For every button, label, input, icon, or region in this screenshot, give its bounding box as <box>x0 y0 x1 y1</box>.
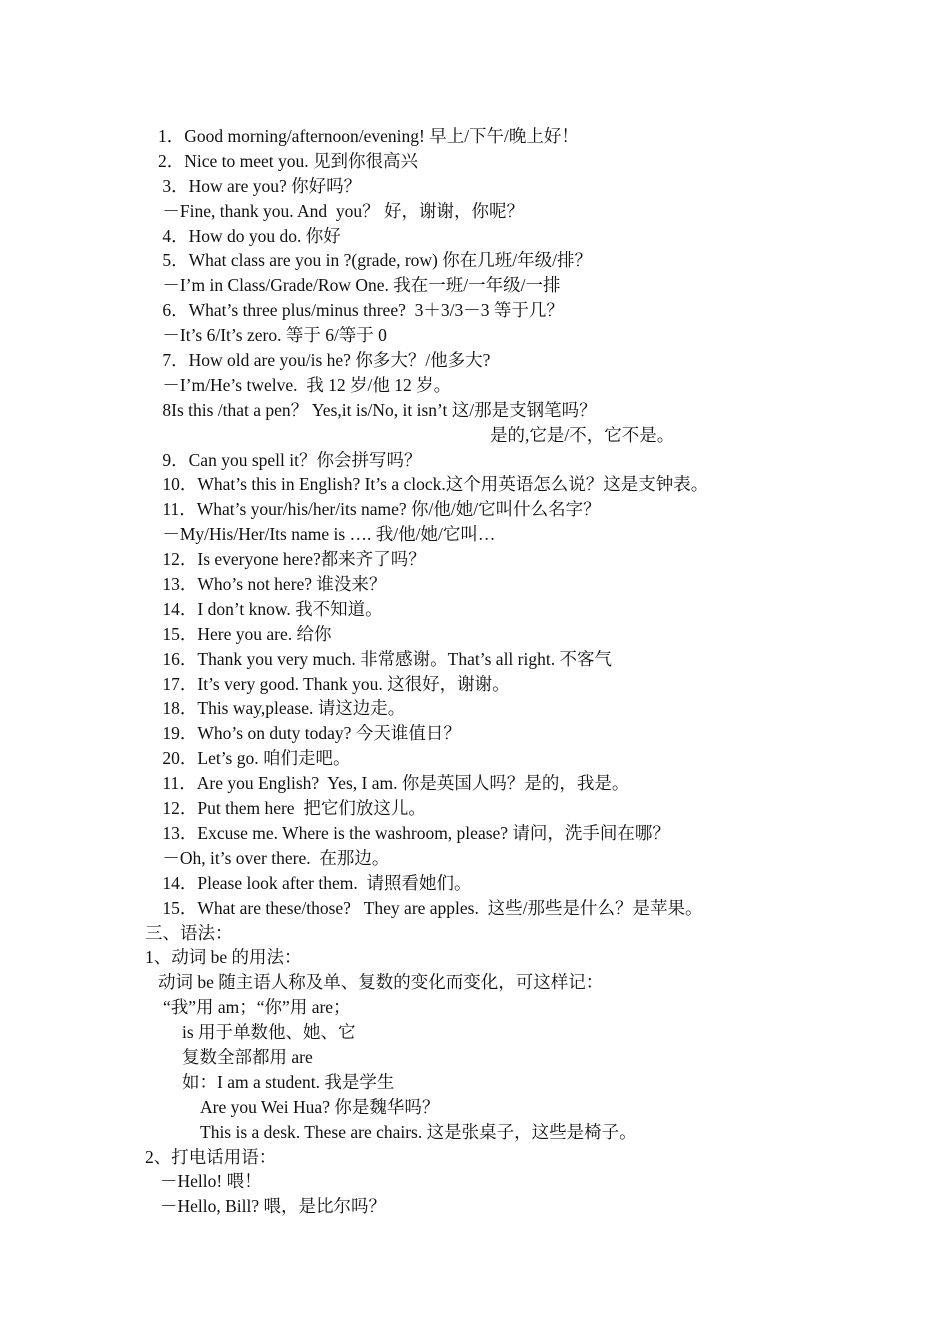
phrase-line: 14．I don’t know. 我不知道。 <box>158 598 383 619</box>
document-body <box>0 124 950 1219</box>
phrase-line: 18．This way,please. 请这边走。 <box>158 698 406 719</box>
subsection-heading: 1、动词 be 的用法： <box>145 947 302 968</box>
example-line: Are you Wei Hua? 你是魏华吗？ <box>200 1096 440 1117</box>
phrase-line: 16．Thank you very much. 非常感谢。That’s all right. 不客气 <box>158 648 612 669</box>
response-line: －I’m in Class/Grade/Row One. 我在一班/一年级/一排 <box>158 275 561 296</box>
section-heading: 三、语法： <box>145 922 233 943</box>
grammar-line: “我”用 am；“你”用 are； <box>163 997 351 1018</box>
example-line: 如：I am a student. 我是学生 <box>182 1071 395 1092</box>
response-line: －Fine, thank you. And you？ 好，谢谢，你呢？ <box>158 200 525 221</box>
phrase-line: 12．Put them here 把它们放这儿。 <box>158 798 426 819</box>
dialogue-line: －Hello, Bill? 喂，是比尔吗？ <box>160 1196 387 1217</box>
phrase-line: 4．How do you do. 你好 <box>158 225 341 246</box>
phrase-line: 11．What’s your/his/her/its name? 你/他/她/它叫什么名字？ <box>158 499 601 520</box>
phrase-line: 19．Who’s on duty today? 今天谁值日？ <box>158 723 461 744</box>
response-line: －My/His/Her/Its name is …. 我/他/她/它叫… <box>158 524 496 545</box>
grammar-line: 复数全部都用 are <box>182 1046 313 1067</box>
response-line: －Oh, it’s over there. 在那边。 <box>158 847 390 868</box>
phrase-line: 11．Are you English? Yes, I am. 你是英国人吗？是的，我是。 <box>158 773 630 794</box>
response-line: －It’s 6/It’s zero. 等于 6/等于 0 <box>158 325 387 346</box>
subsection-heading: 2、打电话用语： <box>145 1146 277 1167</box>
phrase-line: 14．Please look after them. 请照看她们。 <box>158 872 472 893</box>
phrase-line: 13．Excuse me. Where is the washroom, please? 请问，洗手间在哪？ <box>158 822 670 843</box>
phrase-line: 2．Nice to meet you. 见到你很高兴 <box>158 150 419 171</box>
response-line: －I’m/He’s twelve. 我 12 岁/他 12 岁。 <box>158 374 452 395</box>
phrase-line: 10．What’s this in English? It’s a clock.这个用英语怎么说？这是支钟表。 <box>158 474 709 495</box>
phrase-line: 17．It’s very good. Thank you. 这很好，谢谢。 <box>158 673 510 694</box>
grammar-line: 动词 be 随主语人称及单、复数的变化而变化，可这样记： <box>158 972 604 993</box>
dialogue-line: －Hello! 喂！ <box>160 1171 262 1192</box>
phrase-line: 13．Who’s not here? 谁没来？ <box>158 574 387 595</box>
phrase-line: 15．Here you are. 给你 <box>158 623 332 644</box>
grammar-line: is 用于单数他、她、它 <box>182 1022 356 1043</box>
phrase-line: 5．What class are you in ?(grade, row) 你在几班/年级/排？ <box>158 250 592 271</box>
phrase-line: 9．Can you spell it？你会拼写吗？ <box>158 449 422 470</box>
phrase-line: 3．How are you? 你好吗？ <box>158 175 362 196</box>
example-line: This is a desk. These are chairs. 这是张桌子，这些是椅子。 <box>200 1121 637 1142</box>
phrase-line: 20．Let’s go. 咱们走吧。 <box>158 748 351 769</box>
response-line: 是的,它是/不，它不是。 <box>490 424 675 445</box>
phrase-line: 7．How old are you/is he? 你多大？/他多大? <box>158 350 491 371</box>
phrase-line: 15．What are these/those? They are apples. 这些/那些是什么？是苹果。 <box>158 897 703 918</box>
phrase-line: 6．What’s three plus/minus three? 3＋3/3－3 等于几？ <box>158 300 564 321</box>
phrase-line: 1．Good morning/afternoon/evening! 早上/下午/晚上好！ <box>158 126 579 146</box>
phrase-line: 12．Is everyone here?都来齐了吗？ <box>158 549 426 570</box>
phrase-line: 8Is this /that a pen？ Yes,it is/No, it isn’t 这/那是支钢笔吗？ <box>158 399 597 420</box>
